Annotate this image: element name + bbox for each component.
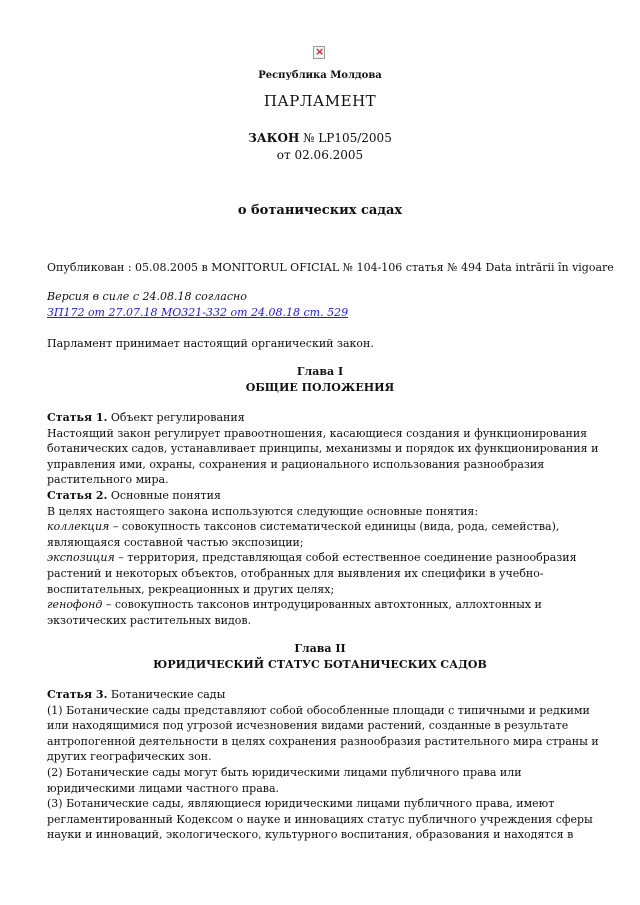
article-1-text: Настоящий закон регулирует правоотношения, касающиеся создания и функционирования ботанических садов, устанавливает принципы, механизмы и порядок их функционирования и управления ими, охраны, сохранения и рационального использования разнообразия растительного мира. bbox=[47, 426, 599, 487]
definition-text: – территория, представляющая собой естественное соединение разнообразия растений и некоторых объектов, отобранных для выявления их специфики в учебно-воспитательных, рекреационных и других целях; bbox=[47, 551, 577, 596]
definition-term: экспозиция bbox=[47, 551, 115, 565]
broken-image-icon bbox=[313, 46, 325, 59]
parliament-heading: ПАРЛАМЕНТ bbox=[263, 92, 377, 110]
article-title: Ботанические сады bbox=[107, 688, 226, 701]
chapter-1-heading bbox=[0, 364, 640, 396]
chapter-2-heading bbox=[0, 641, 640, 673]
version-info bbox=[47, 289, 607, 320]
article-title: Объект регулирования bbox=[107, 411, 245, 424]
intro-text: Парламент принимает настоящий органический закон. bbox=[47, 337, 374, 350]
article-label: Статья 2. bbox=[47, 488, 108, 502]
law-identifier bbox=[0, 130, 640, 164]
chapter-1-articles bbox=[47, 410, 607, 628]
definition-item bbox=[47, 550, 607, 597]
article-1-heading bbox=[47, 410, 607, 426]
law-number: № LP105/2005 bbox=[299, 131, 392, 145]
publication-info: Опубликован : 05.08.2005 в MONITORUL OFICIAL № 104-106 статья № 494 Data intrării în vigoare bbox=[47, 261, 614, 274]
article-3-paragraph-1: (1) Ботанические сады представляют собой обособленные площади с типичными и редкими или находящимися под угрозой исчезновения видами растений, созданные в результате антропогенной деятельности в целях сохранения разнообразия растительного мира страны и других географических зон. bbox=[47, 703, 599, 764]
article-3-paragraph-2: (2) Ботанические сады могут быть юридическими лицами публичного права или юридическими лицами частного права. bbox=[47, 765, 522, 795]
article-label: Статья 1. bbox=[47, 411, 108, 424]
republic-heading: Республика Молдова bbox=[258, 70, 382, 81]
definition-term: генофонд bbox=[47, 598, 103, 612]
chapter-label: Глава II bbox=[294, 642, 346, 655]
definition-term: коллекция bbox=[47, 520, 110, 534]
version-text: Версия в силе с 24.08.18 согласно bbox=[47, 290, 247, 303]
amendment-link[interactable]: ЗП172 от 27.07.18 МО321-332 от 24.08.18 ст. 529 bbox=[47, 305, 349, 319]
chapter-title: ОБЩИЕ ПОЛОЖЕНИЯ bbox=[245, 381, 395, 394]
law-date: от 02.06.2005 bbox=[276, 148, 364, 162]
article-3-paragraph-3: (3) Ботанические сады, являющиеся юридическими лицами публичного права, имеют регламентированный Кодексом о науке и инновациях статус публичного учреждения сферы науки и инноваций, экологического, культурного воспитания, образования и находятся в bbox=[47, 797, 593, 842]
definition-item bbox=[47, 519, 607, 550]
article-label: Статья 3. bbox=[47, 688, 108, 701]
article-2-intro: В целях настоящего закона используются следующие основные понятия: bbox=[47, 504, 479, 518]
law-title: о ботанических садах bbox=[237, 203, 403, 218]
definition-item bbox=[47, 597, 607, 628]
law-label: ЗАКОН bbox=[248, 131, 300, 145]
article-2-heading bbox=[47, 488, 607, 504]
article-3-heading bbox=[47, 687, 607, 703]
chapter-title: ЮРИДИЧЕСКИЙ СТАТУС БОТАНИЧЕСКИХ САДОВ bbox=[153, 658, 487, 671]
definition-text: – совокупность таксонов интродуцированных автохтонных, аллохтонных и экзотических растительных видов. bbox=[47, 598, 542, 627]
definition-text: – совокупность таксонов систематической единицы (вида, рода, семейства), являющаяся составной частью экспозиции; bbox=[47, 520, 560, 549]
chapter-label: Глава I bbox=[296, 365, 344, 378]
article-title: Основные понятия bbox=[107, 488, 221, 502]
chapter-2-articles bbox=[47, 687, 607, 843]
